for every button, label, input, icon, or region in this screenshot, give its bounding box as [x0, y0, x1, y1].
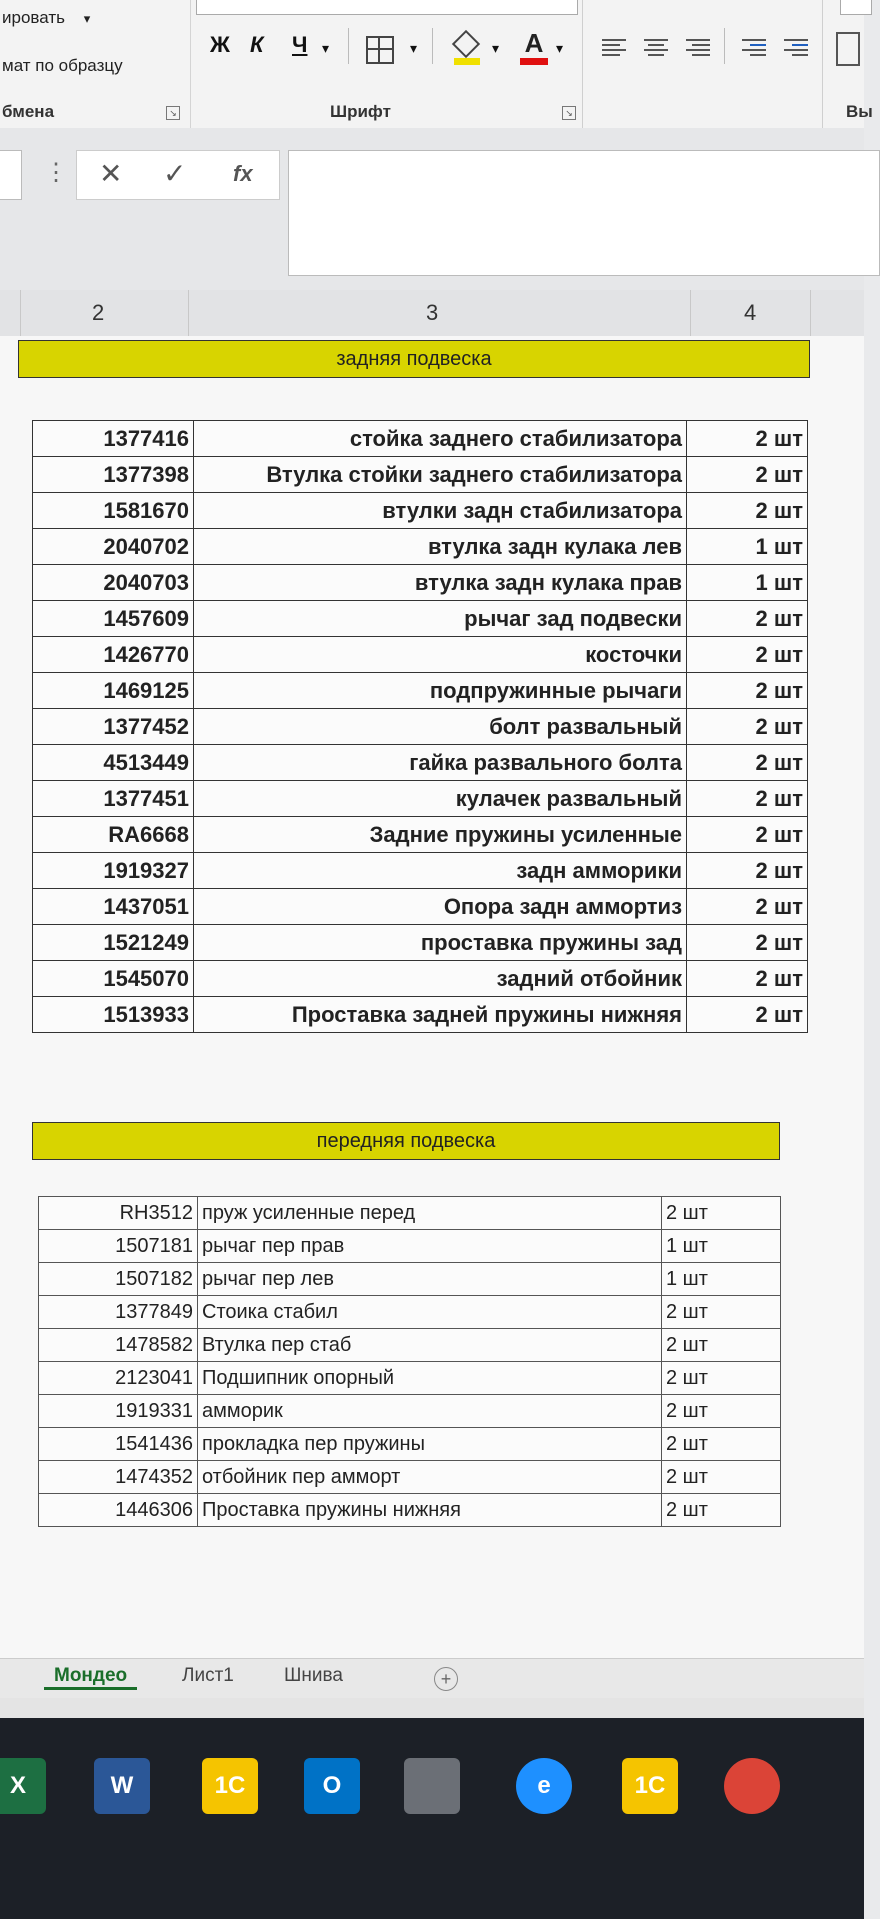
- part-name-cell[interactable]: втулка задн кулака прав: [194, 565, 687, 601]
- insert-function-icon[interactable]: fx: [233, 161, 253, 186]
- table-row: [39, 1494, 781, 1527]
- column-divider: [690, 290, 691, 336]
- part-name-cell[interactable]: Проставка задней пружины нижняя: [194, 997, 687, 1033]
- quantity-cell[interactable]: 2 шт: [687, 637, 808, 673]
- table-row: [33, 673, 808, 709]
- copy-label: ировать: [2, 8, 65, 27]
- part-name-cell[interactable]: Проставка пружины нижняя: [198, 1494, 662, 1527]
- alignment-group-label: Вы: [846, 102, 873, 121]
- table-row: [33, 889, 808, 925]
- part-number-cell[interactable]: 1541436: [39, 1428, 198, 1461]
- part-number-cell[interactable]: 1377451: [33, 781, 194, 817]
- table-row: [33, 457, 808, 493]
- part-number-cell[interactable]: 1919327: [33, 853, 194, 889]
- quantity-cell[interactable]: 2 шт: [687, 673, 808, 709]
- ribbon: [0, 0, 873, 129]
- part-name-cell[interactable]: рычаг зад подвески: [194, 601, 687, 637]
- formula-input[interactable]: [288, 150, 880, 276]
- align-left-icon[interactable]: [602, 36, 626, 56]
- part-name-cell[interactable]: отбойник пер амморт: [198, 1461, 662, 1494]
- quantity-cell[interactable]: 2 шт: [662, 1197, 781, 1230]
- sheet-tab-list1[interactable]: Лист1: [182, 1665, 234, 1686]
- part-number-cell[interactable]: 1437051: [33, 889, 194, 925]
- separator: [432, 28, 433, 64]
- chrome-icon[interactable]: [724, 1758, 780, 1814]
- part-number-cell[interactable]: 1478582: [39, 1329, 198, 1362]
- part-number-cell[interactable]: 1507182: [39, 1263, 198, 1296]
- quantity-cell[interactable]: 2 шт: [687, 493, 808, 529]
- clipboard-group: [0, 0, 191, 128]
- table-row: [33, 601, 808, 637]
- excel-icon[interactable]: X: [0, 1758, 46, 1814]
- underline-dropdown-icon[interactable]: ▾: [322, 40, 330, 56]
- copy-button[interactable]: [2, 8, 90, 28]
- table-row: [33, 997, 808, 1033]
- part-number-cell[interactable]: 1446306: [39, 1494, 198, 1527]
- part-name-cell[interactable]: косточки: [194, 637, 687, 673]
- horizontal-scrollbar[interactable]: [0, 1698, 864, 1718]
- part-name-cell[interactable]: кулачек развальный: [194, 781, 687, 817]
- column-header-4[interactable]: 4: [744, 300, 757, 325]
- rear-suspension-table: [32, 420, 808, 1033]
- quantity-cell[interactable]: 2 шт: [662, 1461, 781, 1494]
- worksheet-grid[interactable]: [0, 336, 864, 1658]
- quantity-cell[interactable]: 2 шт: [662, 1362, 781, 1395]
- part-name-cell[interactable]: болт развальный: [194, 709, 687, 745]
- ie-icon[interactable]: e: [516, 1758, 572, 1814]
- part-number-cell[interactable]: 1474352: [39, 1461, 198, 1494]
- table-row: [39, 1230, 781, 1263]
- quantity-cell[interactable]: 2 шт: [687, 925, 808, 961]
- table-row: [33, 709, 808, 745]
- decrease-indent-icon[interactable]: [742, 36, 766, 56]
- table-row: [33, 745, 808, 781]
- font-launcher-icon[interactable]: ↘: [562, 106, 576, 120]
- part-name-cell[interactable]: Стоика стабил: [198, 1296, 662, 1329]
- quantity-cell[interactable]: 2 шт: [662, 1395, 781, 1428]
- clipboard-launcher-icon[interactable]: ↘: [166, 106, 180, 120]
- sheet-tab-shniva[interactable]: Шнива: [284, 1665, 343, 1686]
- part-name-cell[interactable]: проставка пружины зад: [194, 925, 687, 961]
- font-size-box[interactable]: [840, 0, 872, 15]
- quantity-cell[interactable]: 1 шт: [687, 565, 808, 601]
- rear-suspension-header[interactable]: задняя подвеска: [18, 340, 810, 378]
- part-number-cell[interactable]: 1377849: [39, 1296, 198, 1329]
- part-name-cell[interactable]: задн амморики: [194, 853, 687, 889]
- part-name-cell[interactable]: подпружинные рычаги: [194, 673, 687, 709]
- part-number-cell[interactable]: 1513933: [33, 997, 194, 1033]
- add-sheet-icon[interactable]: +: [434, 1667, 458, 1691]
- table-row: [39, 1395, 781, 1428]
- quantity-cell[interactable]: 2 шт: [687, 421, 808, 457]
- format-painter-button[interactable]: [2, 56, 123, 76]
- table-row: [39, 1263, 781, 1296]
- part-name-cell[interactable]: Подшипник опорный: [198, 1362, 662, 1395]
- quantity-cell[interactable]: 2 шт: [662, 1329, 781, 1362]
- enter-icon[interactable]: ✓: [163, 158, 187, 189]
- italic-button[interactable]: К: [250, 32, 264, 57]
- formula-bar: [0, 128, 864, 290]
- quantity-cell[interactable]: 2 шт: [687, 781, 808, 817]
- part-number-cell[interactable]: 1919331: [39, 1395, 198, 1428]
- sheet-tab-mondeo[interactable]: Мондео: [44, 1665, 137, 1690]
- table-row: [39, 1362, 781, 1395]
- name-box[interactable]: [0, 150, 22, 200]
- part-number-cell[interactable]: RH3512: [39, 1197, 198, 1230]
- quantity-cell[interactable]: 2 шт: [662, 1494, 781, 1527]
- separator: [348, 28, 349, 64]
- column-divider: [188, 290, 189, 336]
- quantity-cell[interactable]: 2 шт: [662, 1428, 781, 1461]
- outlook-icon[interactable]: O: [304, 1758, 360, 1814]
- table-row: [33, 853, 808, 889]
- format-painter-label: мат по образцу: [2, 56, 123, 75]
- column-headers: [0, 290, 864, 337]
- quantity-cell[interactable]: 2 шт: [687, 889, 808, 925]
- column-divider: [810, 290, 811, 336]
- quantity-cell[interactable]: 2 шт: [687, 817, 808, 853]
- part-name-cell[interactable]: втулки задн стабилизатора: [194, 493, 687, 529]
- part-number-cell[interactable]: 4513449: [33, 745, 194, 781]
- 1c-icon-2[interactable]: 1С: [622, 1758, 678, 1814]
- part-number-cell[interactable]: 2040702: [33, 529, 194, 565]
- part-name-cell[interactable]: рычаг пер прав: [198, 1230, 662, 1263]
- quantity-cell[interactable]: 1 шт: [687, 529, 808, 565]
- part-number-cell[interactable]: 1469125: [33, 673, 194, 709]
- table-row: [33, 781, 808, 817]
- part-number-cell[interactable]: 1377416: [33, 421, 194, 457]
- quantity-cell[interactable]: 2 шт: [687, 601, 808, 637]
- table-row: [39, 1461, 781, 1494]
- part-name-cell[interactable]: Втулка стойки заднего стабилизатора: [194, 457, 687, 493]
- underline-button[interactable]: Ч: [292, 32, 308, 57]
- column-divider: [20, 290, 21, 336]
- part-number-cell[interactable]: RA6668: [33, 817, 194, 853]
- table-row: [33, 925, 808, 961]
- quantity-cell[interactable]: 1 шт: [662, 1230, 781, 1263]
- quantity-cell[interactable]: 1 шт: [662, 1263, 781, 1296]
- separator: [822, 0, 823, 128]
- part-name-cell[interactable]: рычаг пер лев: [198, 1263, 662, 1296]
- font-color-letter: А: [524, 28, 544, 58]
- quantity-cell[interactable]: 2 шт: [687, 997, 808, 1033]
- table-row: [33, 961, 808, 997]
- table-row: [39, 1428, 781, 1461]
- formula-buttons: [76, 150, 280, 200]
- table-row: [33, 817, 808, 853]
- table-row: [39, 1329, 781, 1362]
- wrap-text-icon[interactable]: [836, 32, 860, 66]
- part-number-cell[interactable]: 1581670: [33, 493, 194, 529]
- align-center-icon[interactable]: [644, 36, 668, 56]
- font-name-box[interactable]: [196, 0, 578, 15]
- front-suspension-table: [38, 1196, 781, 1527]
- bold-button[interactable]: Ж: [210, 32, 230, 57]
- part-name-cell[interactable]: Опора задн аммортиз: [194, 889, 687, 925]
- font-group-label: Шрифт: [330, 102, 391, 121]
- taskbar: [0, 1718, 864, 1919]
- part-number-cell[interactable]: 1377398: [33, 457, 194, 493]
- quantity-cell[interactable]: 2 шт: [662, 1296, 781, 1329]
- table-row: [39, 1197, 781, 1230]
- font-color-dropdown-icon[interactable]: ▾: [556, 40, 564, 56]
- copy-dropdown-icon[interactable]: ▾: [83, 11, 91, 26]
- increase-indent-icon[interactable]: [784, 36, 808, 56]
- part-name-cell[interactable]: Задние пружины усиленные: [194, 817, 687, 853]
- table-row: [33, 421, 808, 457]
- table-row: [33, 565, 808, 601]
- part-name-cell[interactable]: втулка задн кулака лев: [194, 529, 687, 565]
- table-row: [33, 637, 808, 673]
- table-row: [33, 529, 808, 565]
- separator: [582, 0, 583, 128]
- part-name-cell[interactable]: стойка заднего стабилизатора: [194, 421, 687, 457]
- paint-bucket-icon: [452, 30, 480, 58]
- font-color-button[interactable]: [520, 28, 548, 66]
- word-icon[interactable]: W: [94, 1758, 150, 1814]
- table-row: [33, 493, 808, 529]
- quantity-cell[interactable]: 2 шт: [687, 745, 808, 781]
- align-right-icon[interactable]: [686, 36, 710, 56]
- part-name-cell[interactable]: задний отбойник: [194, 961, 687, 997]
- 1c-icon[interactable]: 1С: [202, 1758, 258, 1814]
- part-number-cell[interactable]: 1457609: [33, 601, 194, 637]
- part-number-cell[interactable]: 1521249: [33, 925, 194, 961]
- part-number-cell[interactable]: 2040703: [33, 565, 194, 601]
- part-number-cell[interactable]: 1426770: [33, 637, 194, 673]
- front-suspension-header[interactable]: передняя подвеска: [32, 1122, 780, 1160]
- part-number-cell[interactable]: 2123041: [39, 1362, 198, 1395]
- table-row: [39, 1296, 781, 1329]
- quantity-cell[interactable]: 2 шт: [687, 961, 808, 997]
- calculator-icon[interactable]: [404, 1758, 460, 1814]
- column-header-2[interactable]: 2: [92, 300, 105, 325]
- column-header-3[interactable]: 3: [426, 300, 439, 325]
- part-number-cell[interactable]: 1377452: [33, 709, 194, 745]
- part-name-cell[interactable]: амморик: [198, 1395, 662, 1428]
- part-number-cell[interactable]: 1545070: [33, 961, 194, 997]
- part-name-cell[interactable]: пруж усиленные перед: [198, 1197, 662, 1230]
- part-name-cell[interactable]: гайка развального болта: [194, 745, 687, 781]
- more-options-icon[interactable]: ⋮: [44, 159, 68, 186]
- quantity-cell[interactable]: 2 шт: [687, 457, 808, 493]
- borders-button[interactable]: [366, 36, 394, 64]
- part-name-cell[interactable]: Втулка пер стаб: [198, 1329, 662, 1362]
- quantity-cell[interactable]: 2 шт: [687, 853, 808, 889]
- fill-color-button[interactable]: [454, 32, 480, 66]
- fill-color-dropdown-icon[interactable]: ▾: [492, 40, 500, 56]
- borders-dropdown-icon[interactable]: ▾: [410, 40, 418, 56]
- clipboard-group-label: бмена: [2, 102, 55, 121]
- quantity-cell[interactable]: 2 шт: [687, 709, 808, 745]
- separator: [724, 28, 725, 64]
- part-number-cell[interactable]: 1507181: [39, 1230, 198, 1263]
- sheet-tabs: [0, 1658, 864, 1699]
- cancel-icon[interactable]: ✕: [99, 158, 123, 189]
- part-name-cell[interactable]: прокладка пер пружины: [198, 1428, 662, 1461]
